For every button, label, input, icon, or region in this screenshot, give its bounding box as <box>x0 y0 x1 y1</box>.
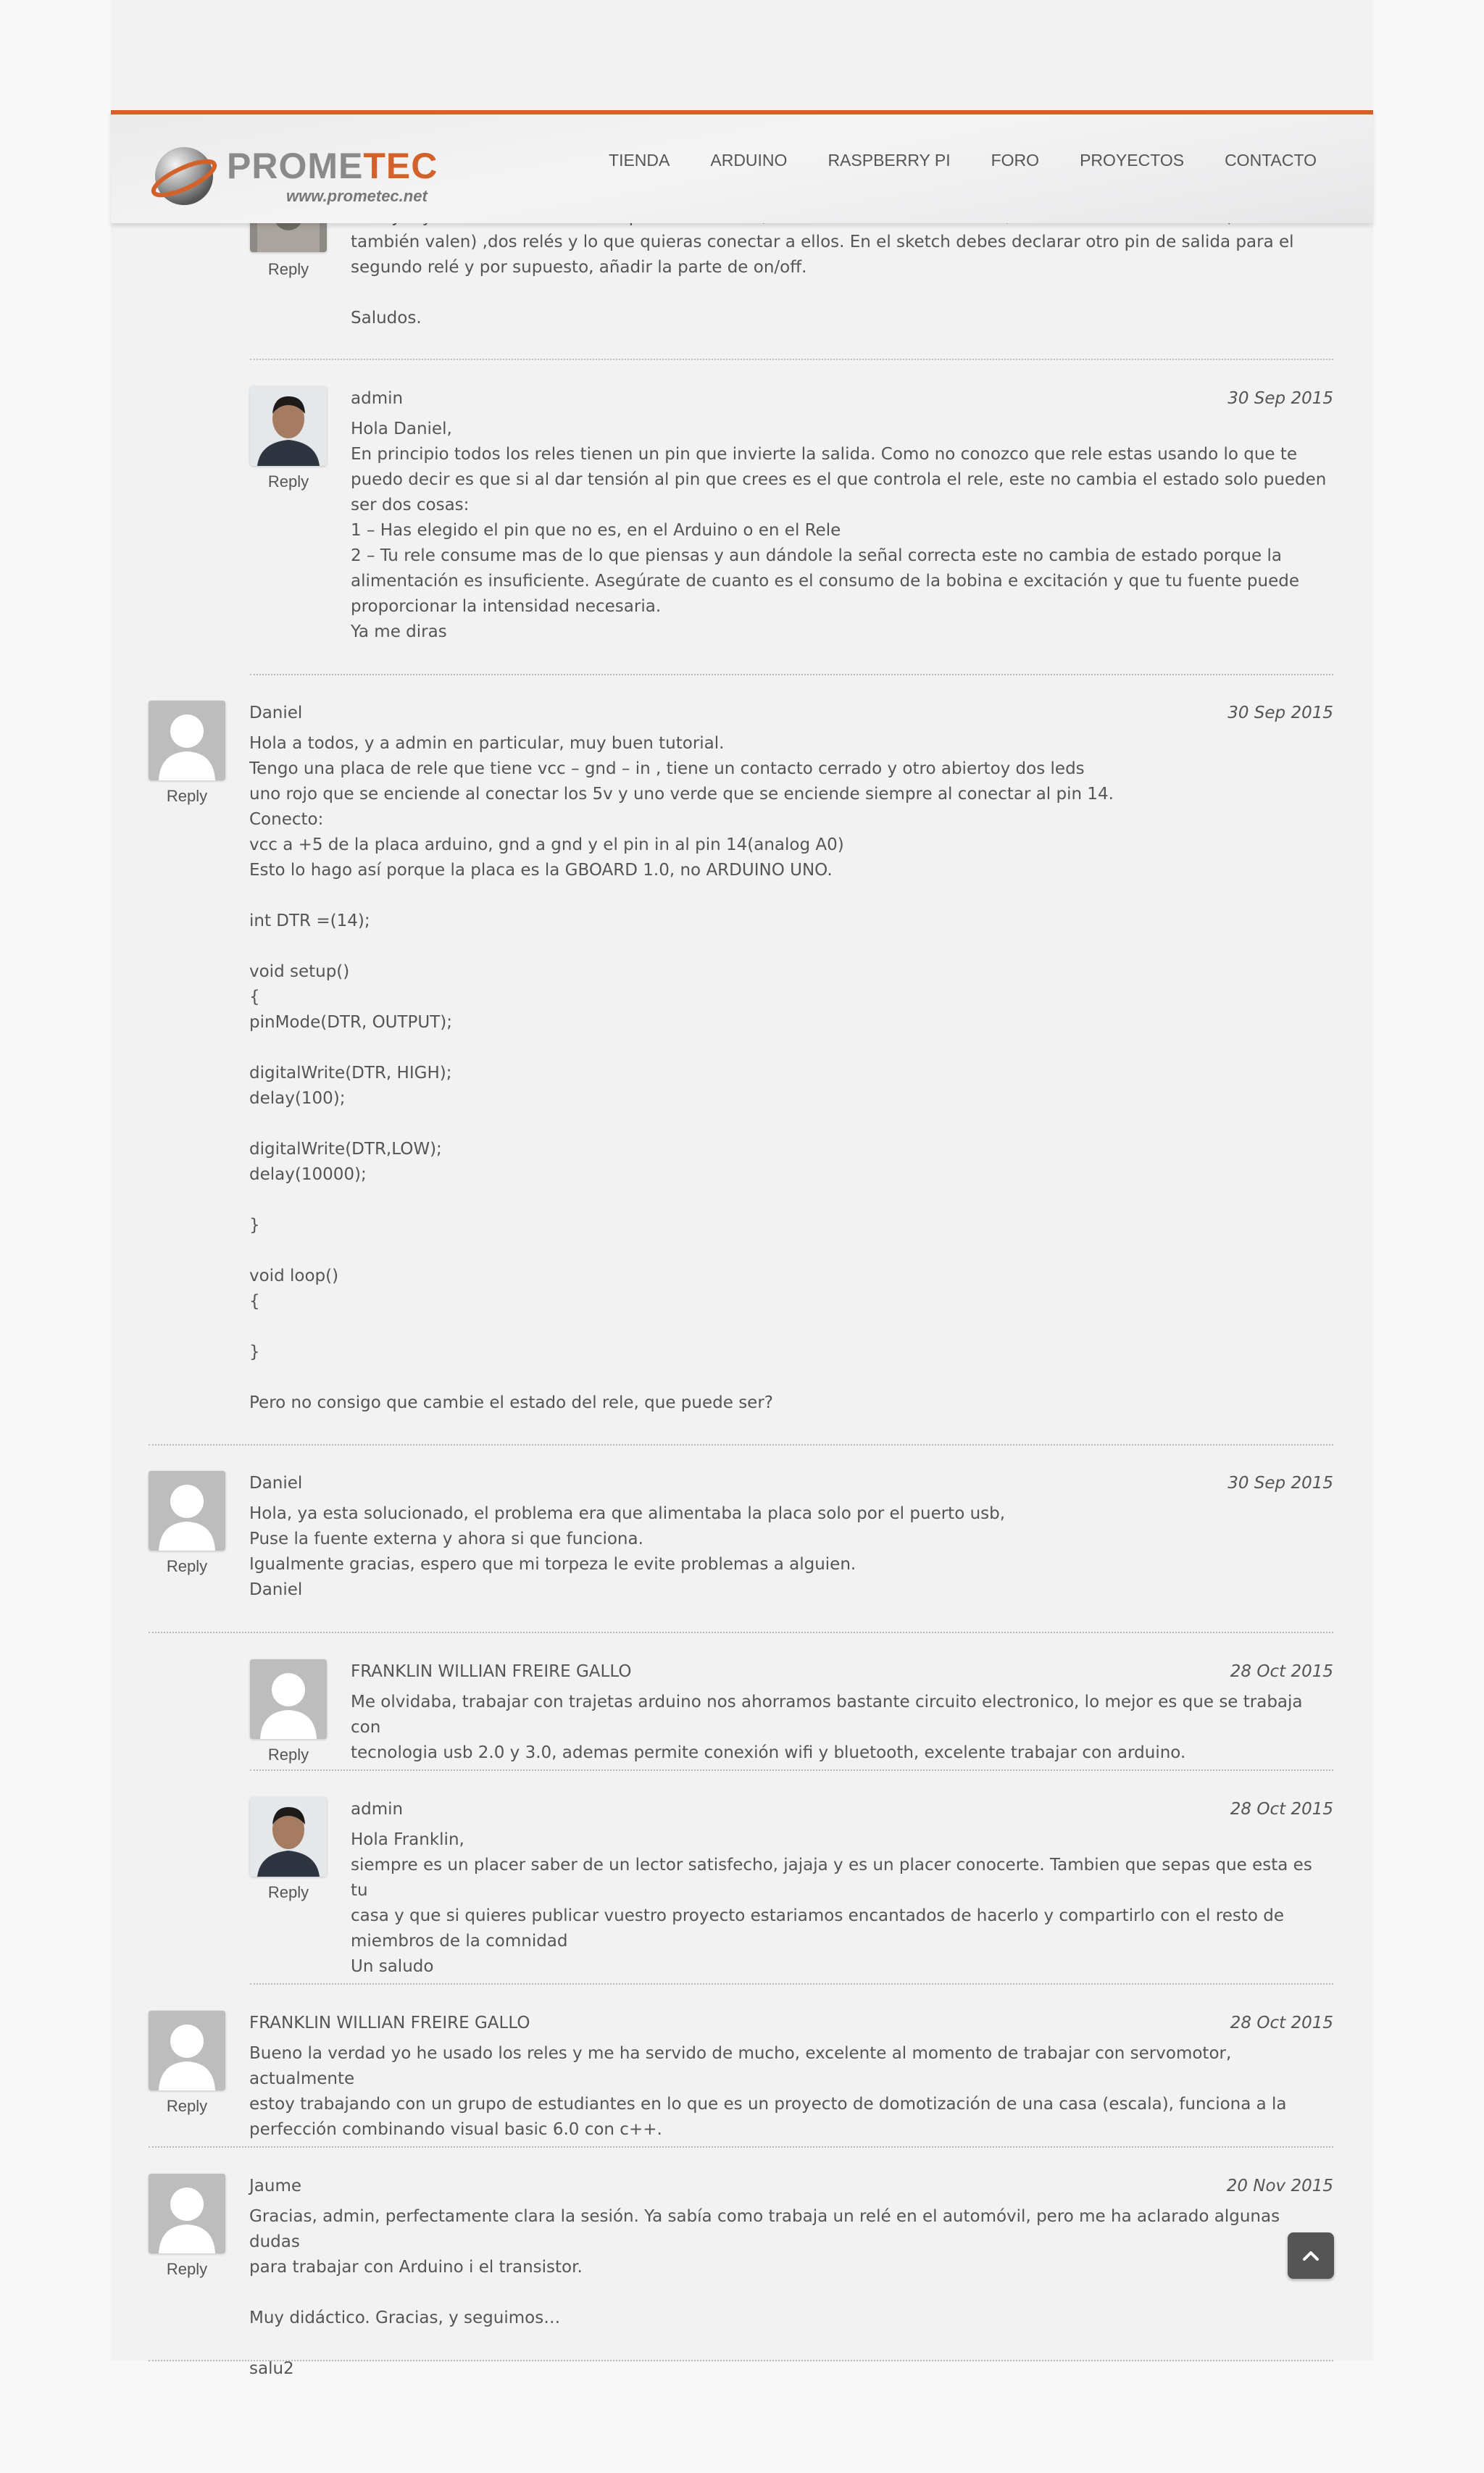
comment-separator <box>149 2360 1333 2361</box>
nav-item-contacto[interactable]: CONTACTO <box>1225 151 1317 170</box>
comment-body <box>249 1471 1333 1603</box>
admin-photo-icon <box>250 386 327 466</box>
comment-date: 30 Sep 2015 <box>1227 389 1333 408</box>
reply-link[interactable]: Reply <box>166 2097 208 2115</box>
reply-link[interactable]: Reply <box>267 472 309 491</box>
comment-author: Daniel <box>249 704 303 722</box>
comment-separator <box>149 1444 1333 1446</box>
comment-author: FRANKLIN WILLIAN FREIRE GALLO <box>249 2014 530 2032</box>
logo-url: www.prometec.net <box>286 187 428 205</box>
comment-text: Hola a todos, y a admin en particular, muy buen tutorial. Tengo una placa de rele que tiene vcc – gnd – in , tiene un contacto cerrado y otro abiertoy dos leds uno rojo que se enciende al conectar los 5v y uno verde que se enciende siempre al conectar al pin 14. Conecto: vcc a +5 de la placa arduino, gnd a gnd y el pin in al pin 14(analog A0) Esto lo hago así porque la placa es la GBOARD 1.0, no ARDUINO UNO. int DTR =(14); void setup() { pinMode(DTR, OUTPUT); digitalWrite(DTR, HIGH); delay(100); digitalWrite(DTR,LOW); delay(10000); } void loop() { } Pero no consigo que cambie el estado del rele, que puede ser? <box>249 734 1114 1412</box>
comment-text: también valen) ,dos relés y lo que quieras conectar a ellos. En el sketch debes declarar otro pin de salida para el segundo relé y por supuesto, añadir la parte de on/off. Saludos. <box>351 233 1294 328</box>
comment-date: 30 Sep 2015 <box>1227 704 1333 722</box>
reply-link[interactable]: Reply <box>166 1557 208 1575</box>
nav-item-proyectos[interactable]: PROYECTOS <box>1080 151 1185 170</box>
comment-text: Bueno la verdad yo he usado los reles y me ha servido de mucho, excelente al momento de trabajar con servomotor, actualmente estoy trabajando con un grupo de estudiantes en lo que es un proyecto de domotización de una casa (escala), funciona a la perfección combinando visual basic 6.0 con c++. <box>249 2044 1287 2139</box>
comment-body <box>249 701 1333 1416</box>
avatar <box>250 1797 327 1877</box>
comment-date: 30 Sep 2015 <box>1227 1474 1333 1493</box>
comment-body <box>351 1797 1333 1980</box>
comment-author: Daniel <box>249 1474 303 1493</box>
comment-separator <box>250 359 1333 360</box>
default-avatar-icon <box>149 2011 225 2090</box>
avatar <box>149 1471 225 1551</box>
chevron-up-icon <box>1302 2250 1320 2261</box>
comment-date: 28 Oct 2015 <box>1230 1800 1333 1819</box>
comment-body <box>351 386 1333 645</box>
comment-date: 20 Nov 2015 <box>1226 2177 1333 2195</box>
site-logo[interactable] <box>149 141 525 213</box>
nav-item-raspberry-pi[interactable]: RASPBERRY PI <box>828 151 951 170</box>
avatar <box>149 701 225 780</box>
scroll-to-top-button[interactable] <box>1288 2232 1334 2279</box>
comment-text: Me olvidaba, trabajar con trajetas arduino nos ahorramos bastante circuito electronico, lo mejor es que se trabaja con tecnologia usb 2.0 y 3.0, ademas permite conexión wifi y bluetooth, excelente trabajar con arduino. <box>351 1693 1303 1762</box>
nav-item-arduino[interactable]: ARDUINO <box>710 151 788 170</box>
comment-separator <box>149 2146 1333 2148</box>
comment-author: admin <box>351 1800 404 1819</box>
admin-photo-icon <box>250 1797 327 1877</box>
avatar <box>149 2174 225 2253</box>
comment-body <box>249 2011 1333 2143</box>
comment-body <box>351 1659 1333 1766</box>
reply-link[interactable]: Reply <box>267 260 309 278</box>
default-avatar-icon <box>149 1471 225 1551</box>
default-avatar-icon <box>149 2174 225 2253</box>
comment-date: 28 Oct 2015 <box>1230 2014 1333 2032</box>
comment-body <box>351 204 1333 331</box>
reply-link[interactable]: Reply <box>166 787 208 805</box>
comment-author: admin <box>351 389 404 408</box>
nav-item-tienda[interactable]: TIENDA <box>609 151 670 170</box>
avatar <box>250 1659 327 1739</box>
default-avatar-icon <box>250 1659 327 1739</box>
comment-separator <box>250 674 1333 675</box>
main-nav <box>568 151 1317 170</box>
reply-link[interactable]: Reply <box>166 2260 208 2278</box>
logo-orb-icon <box>149 141 220 212</box>
comment-date: 28 Oct 2015 <box>1230 1662 1333 1681</box>
comment-separator <box>250 1769 1333 1771</box>
reply-link[interactable]: Reply <box>267 1883 309 1901</box>
avatar <box>250 386 327 466</box>
comment-separator <box>250 1983 1333 1985</box>
comment-text: Hola Franklin, siempre es un placer saber de un lector satisfecho, jajaja y es un placer conocerte. Tambien que sepas que esta es tu casa y que si quieres publicar vuestro proyecto estariamos encantados de hacerlo y compartirlo con el resto de miembros de la comnidad Un saludo <box>351 1830 1312 1976</box>
comment-body <box>249 2174 1333 2382</box>
comment-text: Hola Daniel, En principio todos los reles tienen un pin que invierte la salida. Como no conozco que rele estas usando lo que te puedo decir es que si al dar tensión al pin que crees es el que controla el rele, este no cambia el estado solo pueden ser dos cosas: 1 – Has elegido el pin que no es, en el Arduino o en el Rele 2 – Tu rele consume mas de lo que piensas y aun dándole la señal correcta este no cambia de estado porque la alimentación es insuficiente. Asegúrate de cuanto es el consumo de la bobina e excitación y que tu fuente puede proporcionar la intensidad necesaria. Ya me diras <box>351 420 1327 641</box>
avatar <box>149 2011 225 2090</box>
comment-author: FRANKLIN WILLIAN FREIRE GALLO <box>351 1662 632 1681</box>
site-header <box>111 110 1373 223</box>
logo-text: PROMETEC <box>227 146 438 186</box>
comment-separator <box>149 1632 1333 1633</box>
comment-author: Jaume <box>249 2177 302 2195</box>
comment-text: Gracias, admin, perfectamente clara la sesión. Ya sabía como trabaja un relé en el automóvil, pero me ha aclarado algunas dudas para trabajar con Arduino i el transistor. Muy didáctico. Gracias, y seguimos… salu2 <box>249 2207 1280 2378</box>
comment-text: Hola, ya esta solucionado, el problema era que alimentaba la placa solo por el puerto usb, Puse la fuente externa y ahora si que funciona. Igualmente gracias, espero que mi torpeza le evite problemas a alguien. Daniel <box>249 1504 1006 1599</box>
nav-item-foro[interactable]: FORO <box>991 151 1040 170</box>
default-avatar-icon <box>149 701 225 780</box>
reply-link[interactable]: Reply <box>267 1746 309 1764</box>
